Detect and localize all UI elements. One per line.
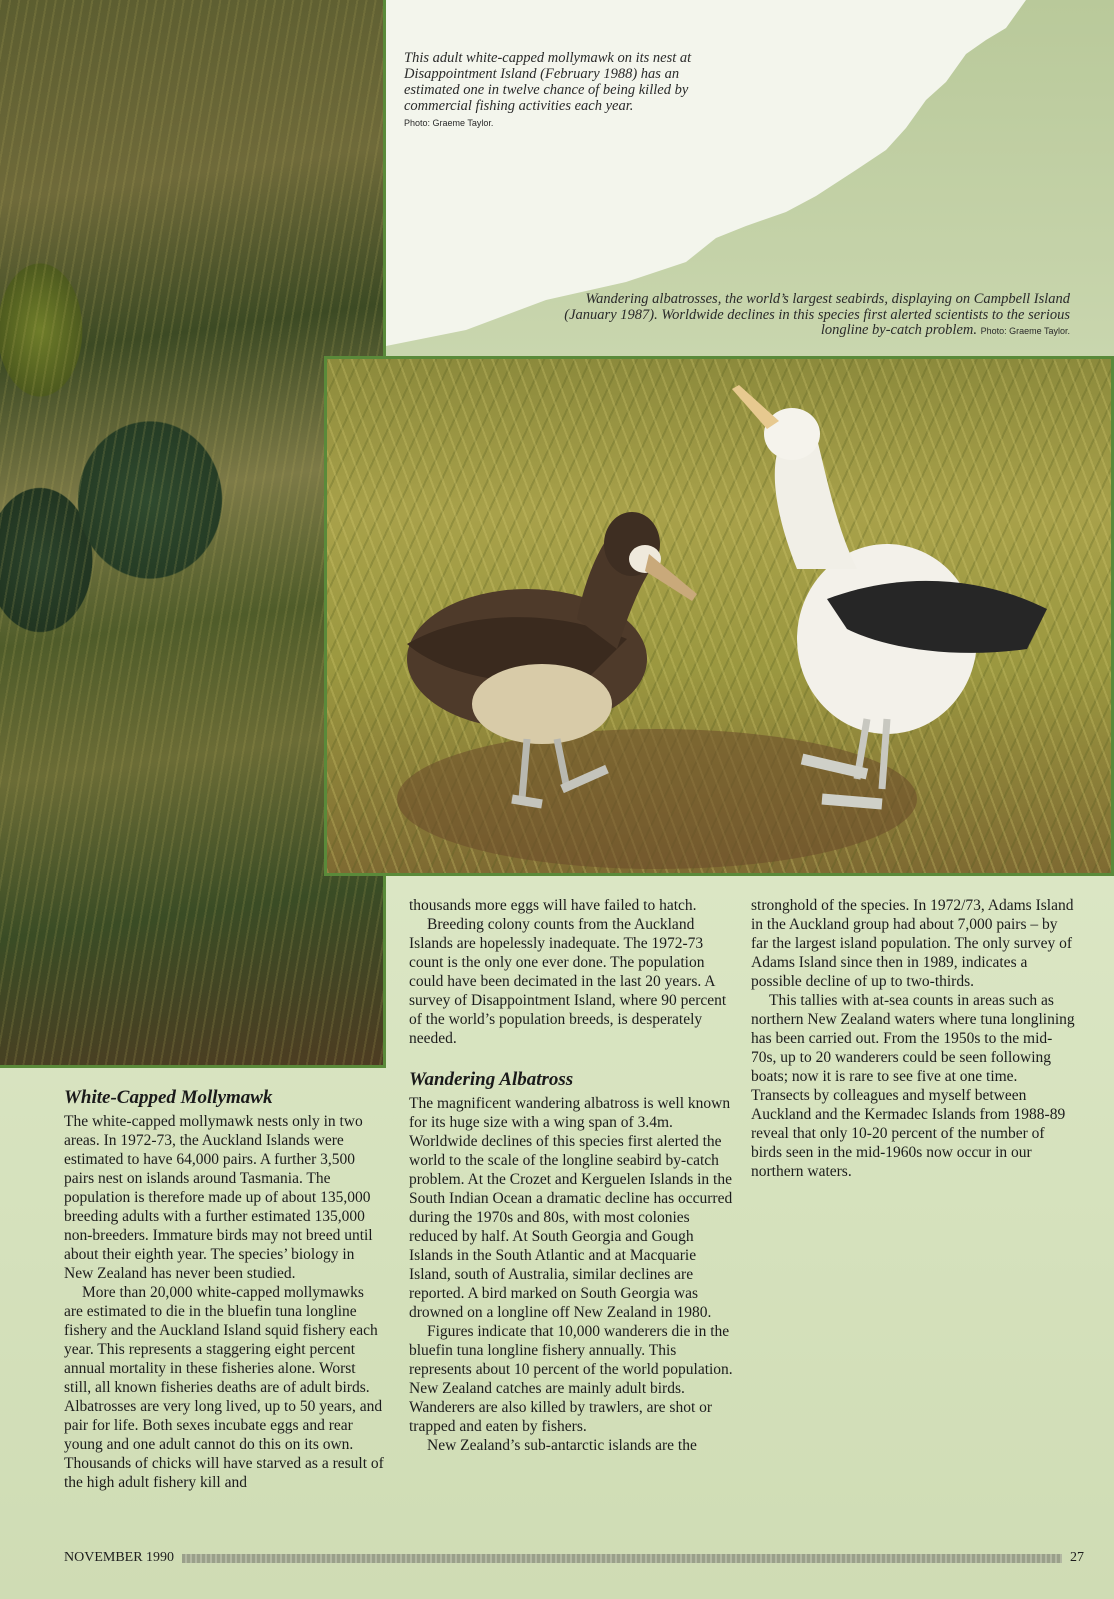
- page-number: 27: [1070, 1550, 1084, 1565]
- caption-mollymawk: [404, 50, 734, 131]
- footer-rule: [182, 1554, 1062, 1563]
- paragraph: Figures indicate that 10,000 wanderers die in the bluefin tuna longline fishery annually. This represents about 10 percent of the world population. New Zealand catches are mainly adult birds. Wanderers are also killed by trawlers, are shot or trapped and eaten by fishers.: [409, 1323, 733, 1435]
- albatross-illustration: [327, 359, 1114, 876]
- paragraph: New Zealand’s sub-antarctic islands are the: [427, 1437, 697, 1454]
- photo-credit: Photo: Graeme Taylor.: [980, 326, 1070, 336]
- issue-date: NOVEMBER 1990: [64, 1550, 175, 1565]
- caption-albatross: [530, 292, 1070, 340]
- paragraph: thousands more eggs will have failed to hatch.: [409, 897, 697, 914]
- paragraph: More than 20,000 white-capped mollymawks are estimated to die in the bluefin tuna longline fishery and the Auckland Island squid fishery each year. This represents a staggering eight percent annual mortality in these fisheries alone. Worst still, all known fisheries deaths are of adult birds. Albatrosses are very long lived, up to 50 years, and pair for life. Both sexes incubate eggs and rear young and one adult cannot do this on its own. Thousands of chicks will have starved as a result of the high adult fishery kill and: [64, 1284, 384, 1491]
- section-heading-mollymawk: White-Capped Mollymawk: [64, 1087, 273, 1108]
- paragraph: The white-capped mollymawk nests only in two areas. In 1972-73, the Auckland Islands were estimated to have 64,000 pairs. A further 3,500 pairs nest on islands around Tasmania. The population is therefore made up of about 135,000 breeding adults with a further estimated 135,000 non-breeders. Immature birds may not breed until about their eighth year. The species’ biology in New Zealand has never been studied.: [64, 1113, 373, 1282]
- paragraph: Breeding colony counts from the Auckland Islands are hopelessly inadequate. The 1972-73 count is the only one ever done. The population could have been decimated in the last 20 years. A survey of Disappointment Island, where 90 percent of the world’s population breeds, is desperately needed.: [409, 916, 727, 1047]
- paragraph: This tallies with at-sea counts in areas such as northern New Zealand waters where tuna longlining has been carried out. From the 1950s to the mid-70s, up to 20 wanderers could be seen following boats; now it is rare to see five at one time. Transects by colleagues and myself between Auckland and the Kermadec Islands from 1988-89 reveal that only 10-20 percent of the number of birds seen in the mid-1960s now occur in our northern waters.: [751, 992, 1075, 1180]
- column-2: [409, 896, 733, 1455]
- column-1: [64, 1086, 386, 1492]
- section-heading-wandering-albatross: Wandering Albatross: [409, 1069, 574, 1090]
- paragraph: stronghold of the species. In 1972/73, Adams Island in the Auckland group had about 7,000 pairs – by far the largest island population. The only survey of Adams Island since then in 1989, indicates a possible decline of up to two-thirds.: [751, 897, 1074, 990]
- paragraph: The magnificent wandering albatross is well known for its huge size with a wing span of 3.4m. Worldwide declines of this species first alerted the world to the scale of the longline seabird by-catch problem. At the Crozet and Kerguelen Islands in the South Indian Ocean a dramatic decline has occurred during the 1970s and 80s, with most colonies reduced by half. At South Georgia and Gough Islands in the South Atlantic and at Macquarie Island, south of Australia, similar declines are reported. A bird marked on South Georgia was drowned on a longline off New Zealand in 1980.: [409, 1095, 733, 1321]
- page-footer: [64, 1548, 1084, 1568]
- photo-credit: Photo: Graeme Taylor.: [404, 118, 494, 128]
- column-3: [751, 896, 1075, 1181]
- photo-wandering-albatrosses: [324, 356, 1114, 876]
- caption-mollymawk-text: This adult white-capped mollymawk on its nest at Disappointment Island (February 1988) has an estimated one in twelve chance of being killed by commercial fishing activities each year.: [404, 50, 692, 114]
- caption-albatross-text: Wandering albatrosses, the world’s largest seabirds, displaying on Campbell Island (January 1987). Worldwide declines in this species first alerted scientists to the serious longline by-catch problem.: [564, 291, 1070, 338]
